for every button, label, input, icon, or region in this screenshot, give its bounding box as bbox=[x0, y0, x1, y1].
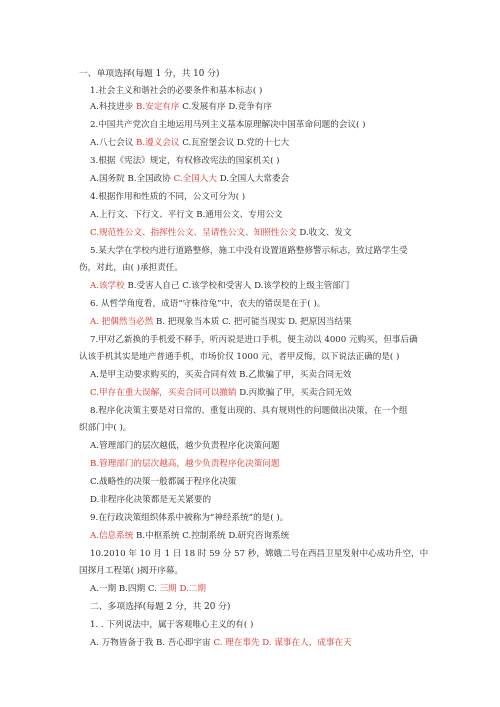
q7-option-d: D.丙欺骗了甲，买卖合同无效 bbox=[236, 388, 352, 398]
q9-answer-a: A.信息系统 bbox=[90, 531, 134, 541]
q10-options-ab: A.一期 B.四期 C. bbox=[90, 584, 160, 594]
q10-answer-d: 三期 D.二期 bbox=[159, 584, 206, 594]
q5-stem-line1: 5.某大学在学校内进行道路整修，施工中没有设置道路整修警示标志，致过路学生受 bbox=[90, 246, 408, 256]
q2-option-a: A.八七会议 bbox=[90, 138, 137, 148]
q4-options-ab: A.上行文、下行文、平行文 B.通用公文、专用公文 bbox=[90, 210, 283, 220]
q7-options-ab: A.是甲主动要求购买的，买卖合同有效 B.乙欺骗了甲，买卖合同无效 bbox=[90, 370, 352, 380]
q10-stem-line2: 国探月工程第( )揭开序幕。 bbox=[79, 566, 183, 576]
section-1-title: 一、单项选择(每题 1 分，共 10 分) bbox=[79, 69, 220, 79]
q2-options-rest: C.瓦窑堡会议 D.党的十七大 bbox=[179, 138, 290, 148]
q5-options bbox=[90, 281, 500, 292]
q4-stem: 4.根据作用和性质的不同，公文可分为( ) bbox=[90, 192, 246, 202]
m1-options bbox=[90, 638, 500, 649]
q9-options-rest: B.中枢系统 C.控制系统 D.研究咨询系统 bbox=[133, 531, 290, 541]
q9-stem: 9.在行政决策组织体系中被称为“神经系统”的是( )。 bbox=[90, 513, 289, 523]
q1-stem: 1.社会主义和谐社会的必要条件和基本标志( ) bbox=[90, 86, 263, 96]
q4-options-rest: D.收文、发文 bbox=[296, 228, 352, 238]
q7-options-cd bbox=[90, 388, 500, 399]
m1-options-ab: A. 万物皆备于我 B. 吾心即宇宙 bbox=[90, 638, 214, 648]
q3-stem: 3.根据《宪法》规定，有权修改宪法的国家机关( ) bbox=[90, 156, 280, 166]
q7-answer-c: C.甲存在重大误解，买卖合同可以撤销 bbox=[90, 388, 237, 398]
q6-answer-a: A. 把偶然当必然 bbox=[90, 317, 154, 327]
q3-options-rest: D.全国人大常委会 bbox=[217, 174, 290, 184]
q8-answer-b: B.管理部门的层次越高，越少负责程序化决策问题 bbox=[90, 459, 280, 469]
q2-options bbox=[90, 138, 500, 149]
q10-stem-line1: 10.2010 年 10 月 1 日 18 时 59 分 57 秒，嫦娥二号在西昌卫星发射中心成功升空，中 bbox=[90, 549, 429, 559]
q8-stem-line1: 8.程序化决策主要是对日常的、重复出现的、具有规则性的问题做出决策，在一个组 bbox=[90, 406, 408, 416]
q8-option-a: A.管理部门的层次越低，越少负责程序化决策问题 bbox=[90, 441, 280, 451]
q8-stem-line2: 织部门中( )。 bbox=[79, 423, 132, 433]
q5-options-rest: B.受害人自己 C.该学校和受害人 D.该学校的上级主管部门 bbox=[124, 281, 350, 291]
q7-stem-line2: 认该手机其实是地产普通手机，市场价仅 1000 元，者甲反悔，以下说法正确的是( ) bbox=[79, 352, 400, 362]
q3-options bbox=[90, 174, 500, 185]
q8-option-c: C.战略性的决策一般都属于程序化决策 bbox=[90, 477, 237, 487]
q3-answer-c: C.全国人大 bbox=[173, 174, 217, 184]
q8-option-d: D.非程序化决策都是无关紧要的 bbox=[90, 495, 212, 505]
q6-options bbox=[90, 317, 500, 328]
q6-stem: 6. 从哲学角度看，成语“守株待兔”中，农夫的错误是在于( )。 bbox=[90, 299, 326, 309]
q5-answer-a: A.该学校 bbox=[90, 281, 125, 291]
m1-answers-cd: C. 理在事先 D. 谋事在人，成事在天 bbox=[213, 638, 352, 648]
q5-stem-line2: 伤，对此，由( )承担责任。 bbox=[79, 263, 183, 273]
q2-answer-b: B.遵义会议 bbox=[136, 138, 180, 148]
q1-answer-b: B.安定有序 bbox=[136, 102, 180, 112]
q7-stem-line1: 7.甲对乙新换的手机爱不释手，听丙说是进口手机，便主动以 4000 元购买，但事后确 bbox=[90, 335, 418, 345]
q4-answer-c: C.规范性公文、指挥性公文、呈请性公文、知照性公文 bbox=[90, 228, 297, 238]
q1-options-rest: C.发展有序 D.竞争有序 bbox=[179, 102, 273, 112]
m1-stem: 1. . 下列说法中，属于客观唯心主义的有( ) bbox=[90, 620, 254, 630]
q9-options bbox=[90, 531, 500, 542]
q1-options bbox=[90, 102, 500, 113]
q2-stem: 2.中国共产党次自主地运用马列主义基本原理解决中国革命问题的会议( ) bbox=[90, 120, 366, 130]
section-2-title: 二、多项选择(每题 2 分，共 20 分) bbox=[90, 602, 231, 612]
q4-options-cd bbox=[90, 228, 500, 239]
q10-options bbox=[90, 584, 500, 595]
q3-options-ab: A.国务院 B.全国政协 bbox=[90, 174, 174, 184]
q1-option-a: A.科技进步 bbox=[90, 102, 137, 112]
q6-options-rest: B. 把现象当本质 C. 把可能当现实 D. 把原因当结果 bbox=[153, 317, 352, 327]
